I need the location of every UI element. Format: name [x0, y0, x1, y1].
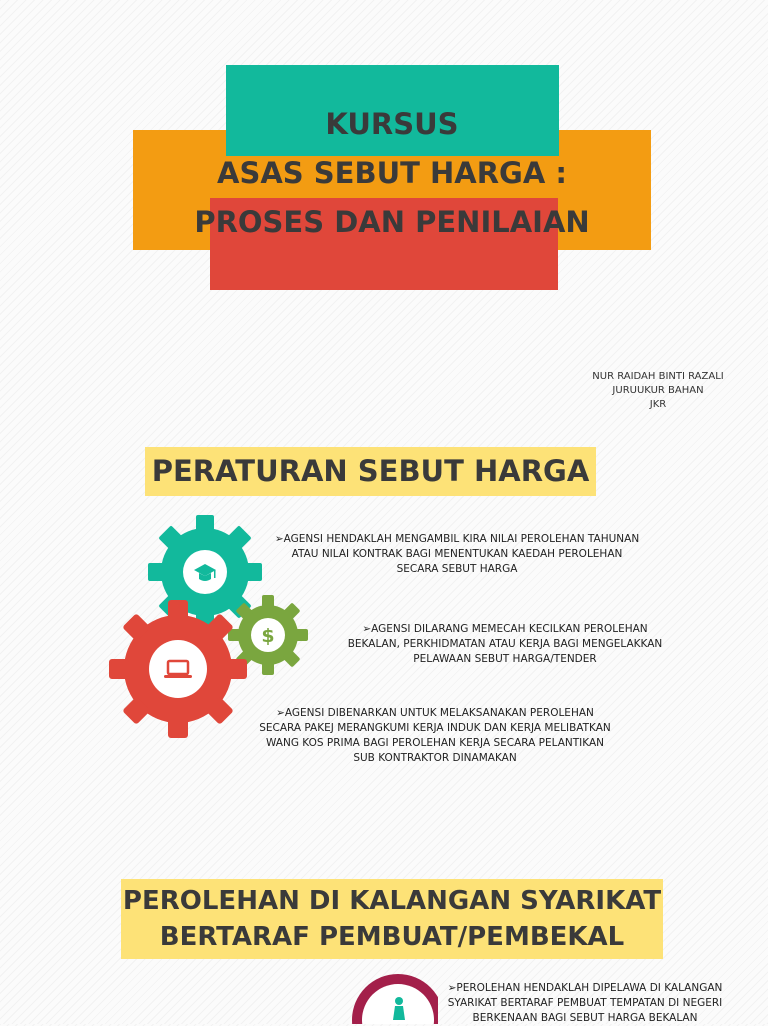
section-heading-line-1: PEROLEHAN DI KALANGAN SYARIKAT — [122, 886, 662, 916]
section-heading-peraturan: PERATURAN SEBUT HARGA — [145, 447, 596, 496]
bullet-point-3: ➢AGENSI DIBENARKAN UNTUK MELAKSANAKAN PEROLEHAN SECARA PAKEJ MERANGKUMI KERJA INDUK DAN KERJA MELIBATKAN WANG KOS PRIMA BAGI PEROLEHAN KERJA SECARA PELANTIKAN SUB KONTRAKTOR DINAMAKAN — [259, 707, 611, 764]
section-heading-perolehan — [121, 879, 663, 959]
author-name: NUR RAIDAH BINTI RAZALI — [592, 371, 724, 382]
title-line-3: PROSES DAN PENILAIAN — [194, 205, 590, 239]
section-heading-line-2: BERTARAF PEMBUAT/PEMBEKAL — [159, 922, 625, 952]
bullet-point-2: ➢AGENSI DILARANG MEMECAH KECILKAN PEROLEHAN BEKALAN, PERKHIDMATAN ATAU KERJA BAGI MENGELAKKAN PELAWAAN SEBUT HARGA/TENDER — [347, 623, 663, 665]
dollar-icon: $ — [261, 625, 275, 647]
author-info — [560, 370, 756, 412]
bullet-point-1: ➢AGENSI HENDAKLAH MENGAMBIL KIRA NILAI PEROLEHAN TAHUNAN ATAU NILAI KONTRAK BAGI MENENTUKAN KAEDAH PEROLEHAN SECARA SEBUT HARGA — [274, 533, 640, 575]
author-department: JKR — [649, 399, 667, 410]
circle-figure-illustration — [348, 970, 438, 1024]
bullet-point-4: ➢PEROLEHAN HENDAKLAH DIPELAWA DI KALANGAN SYARIKAT BERTARAF PEMBUAT TEMPATAN DI NEGERI BERKENAAN BAGI SEBUT HARGA BEKALAN — [447, 982, 723, 1024]
page-title — [133, 100, 651, 247]
title-line-1: KURSUS — [325, 107, 459, 141]
title-line-2: ASAS SEBUT HARGA : — [217, 156, 567, 190]
author-position: JURUUKUR BAHAN — [612, 385, 704, 396]
gear-red — [109, 600, 247, 738]
